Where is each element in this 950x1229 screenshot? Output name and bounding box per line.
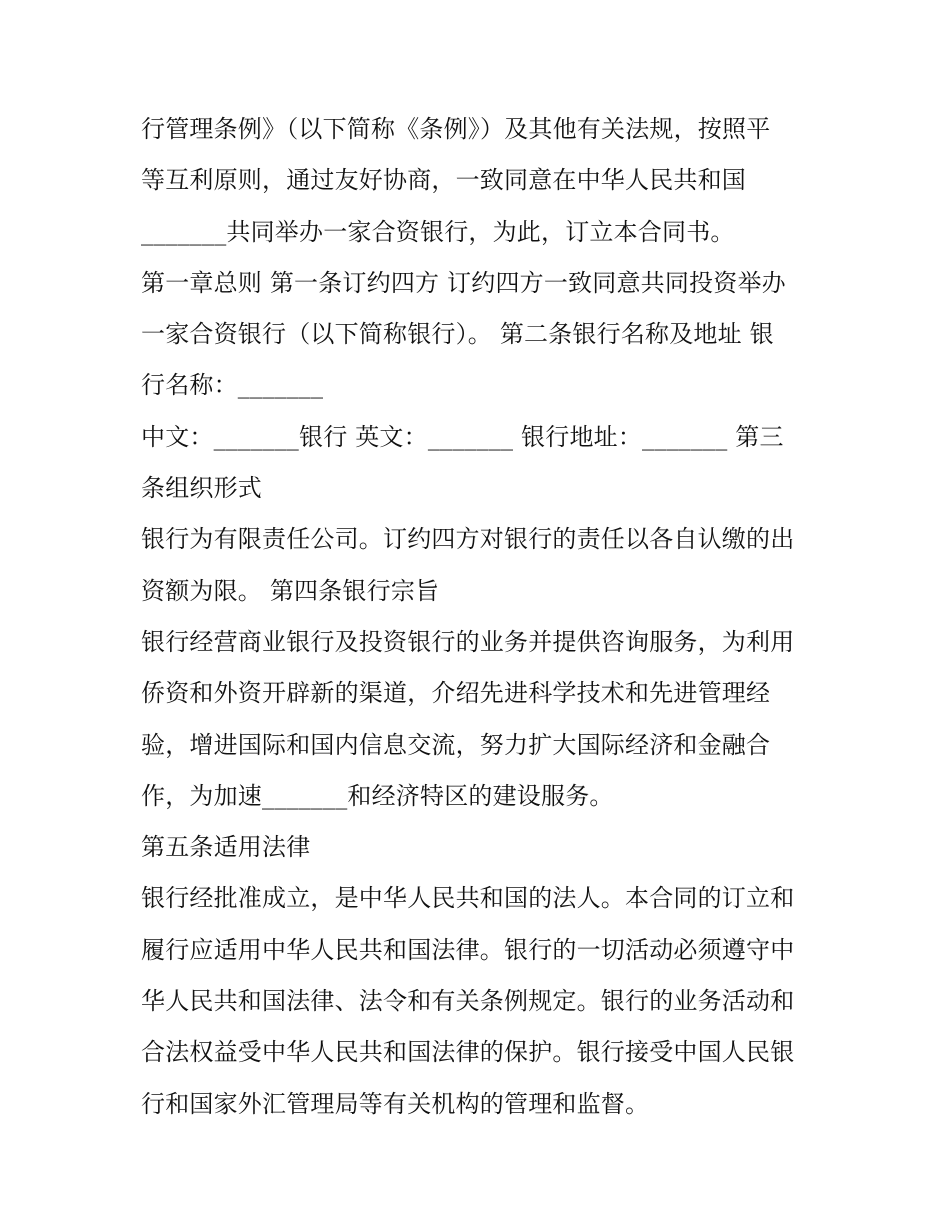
text-line: 行名称：_______ [141,371,324,400]
text-line: 条组织形式 [141,474,262,503]
text-line: 一家合资银行（以下简称银行）。 第二条银行名称及地址 银 [141,320,774,349]
text-line: 银行为有限责任公司。订约四方对银行的责任以各自认缴的出 [141,525,795,554]
text-line: 作，为加速_______和经济特区的建设服务。 [141,781,614,810]
text-line: 侨资和外资开辟新的渠道，介绍先进科学技术和先进管理经 [141,679,771,708]
text-line: 中文：_______银行 英文：_______ 银行地址：_______ 第三 [141,422,784,451]
text-line: 资额为限。 第四条银行宗旨 [141,576,440,605]
text-line: 第五条适用法律 [141,833,311,862]
text-line: 履行应适用中华人民共和国法律。银行的一切活动必须遵守中 [141,935,795,964]
text-line: 华人民共和国法律、法令和有关条例规定。银行的业务活动和 [141,987,795,1016]
text-line: 等互利原则，通过友好协商，一致同意在中华人民共和国 [141,166,746,195]
contract-text-body [141,104,821,1130]
text-line: 银行经批准成立，是中华人民共和国的法人。本合同的订立和 [141,884,795,913]
text-line: 验，增进国际和国内信息交流，努力扩大国际经济和金融合 [141,730,771,759]
text-line: 银行经营商业银行及投资银行的业务并提供咨询服务，为利用 [141,627,795,656]
text-line: _______共同举办一家合资银行，为此，订立本合同书。 [141,217,735,246]
text-line: 行和国家外汇管理局等有关机构的管理和监督。 [141,1089,650,1118]
text-line: 行管理条例》（以下简称《条例》）及其他有关法规，按照平 [141,115,771,143]
text-line: 合法权益受中华人民共和国法律的保护。银行接受中国人民银 [141,1038,795,1067]
text-line: 第一章总则 第一条订约四方 订约四方一致同意共同投资举办 [141,268,786,297]
